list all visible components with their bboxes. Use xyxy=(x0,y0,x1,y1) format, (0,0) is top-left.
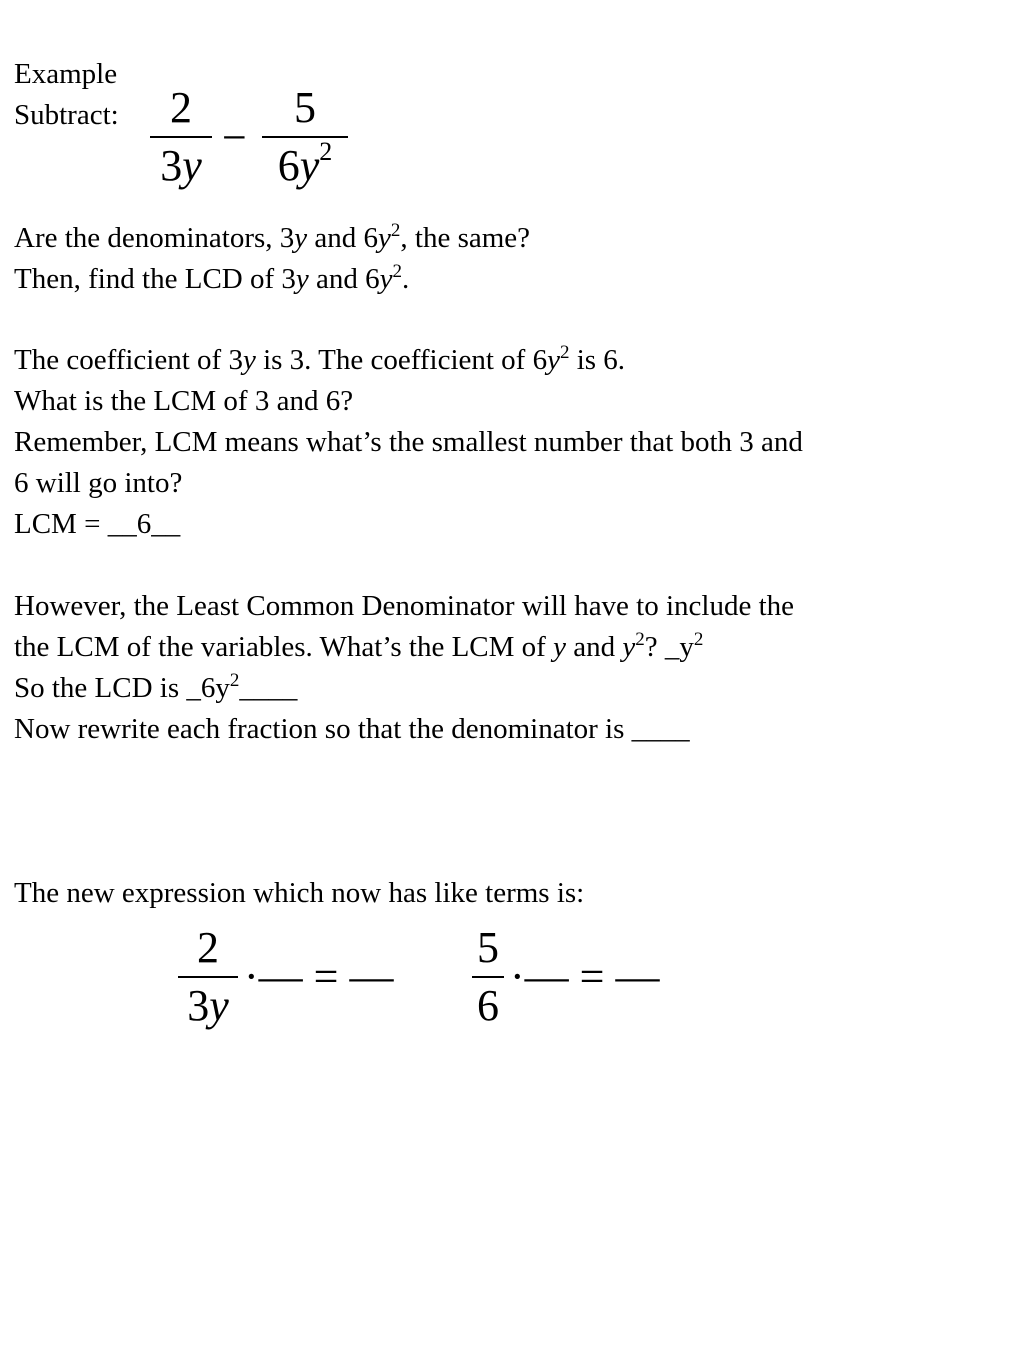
rewrite-instruction: Now rewrite each fraction so that the denominator is ____ xyxy=(14,713,690,745)
fraction-numerator: 2 xyxy=(170,83,192,132)
rewrite-blanks-2: ·— = — xyxy=(510,952,660,1001)
fraction-numerator: 5 xyxy=(294,83,316,132)
question-same-denominators: Are the denominators, 3y and $6y^2$, the same? xyxy=(14,220,531,254)
fraction-bar xyxy=(262,136,348,138)
fraction-bar xyxy=(472,976,504,978)
new-expression-label: The new expression which now has like terms is: xyxy=(14,877,585,909)
lcm-reminder: Remember, LCM means what’s the smallest number that both 3 and xyxy=(14,426,803,458)
fraction-bar xyxy=(178,976,238,978)
example-heading: Example xyxy=(14,58,118,90)
fraction-denominator: $6y^2$ xyxy=(277,137,333,190)
lcd-explanation: However, the Least Common Denominator will have to include the xyxy=(14,590,795,622)
lcm-reminder-cont: 6 will go into? xyxy=(14,467,183,499)
rewrite-fraction-1: 2 3y xyxy=(178,926,238,1028)
fraction-bar xyxy=(150,136,212,138)
problem-fraction-1 xyxy=(150,83,212,190)
problem-fraction-2 xyxy=(262,83,348,190)
rewrite-fraction-2: 5 6 xyxy=(472,926,504,1028)
fraction-denominator: 3y xyxy=(160,141,202,190)
rewrite-blanks-1: ·— = — xyxy=(244,952,394,1001)
subtract-label: Subtract: xyxy=(14,99,119,131)
coefficients-line: The coefficient of 3y is 3. The coefficient of $6y^2$ is 6. xyxy=(14,342,626,376)
minus-sign: − xyxy=(222,113,247,162)
lcd-answer: So the LCD is $\_6y^2\_\_\_\_$ xyxy=(14,670,298,704)
lcm-question: What is the LCM of 3 and 6? xyxy=(14,385,354,417)
variable-lcm-line: the LCM of the variables. What’s the LCM of y and $y^2$? $\_y^2$ xyxy=(14,629,704,663)
lcm-answer: LCM = __6__ xyxy=(14,508,181,540)
instruction-find-lcd: Then, find the LCD of 3y and $6y^2$. xyxy=(14,261,410,295)
